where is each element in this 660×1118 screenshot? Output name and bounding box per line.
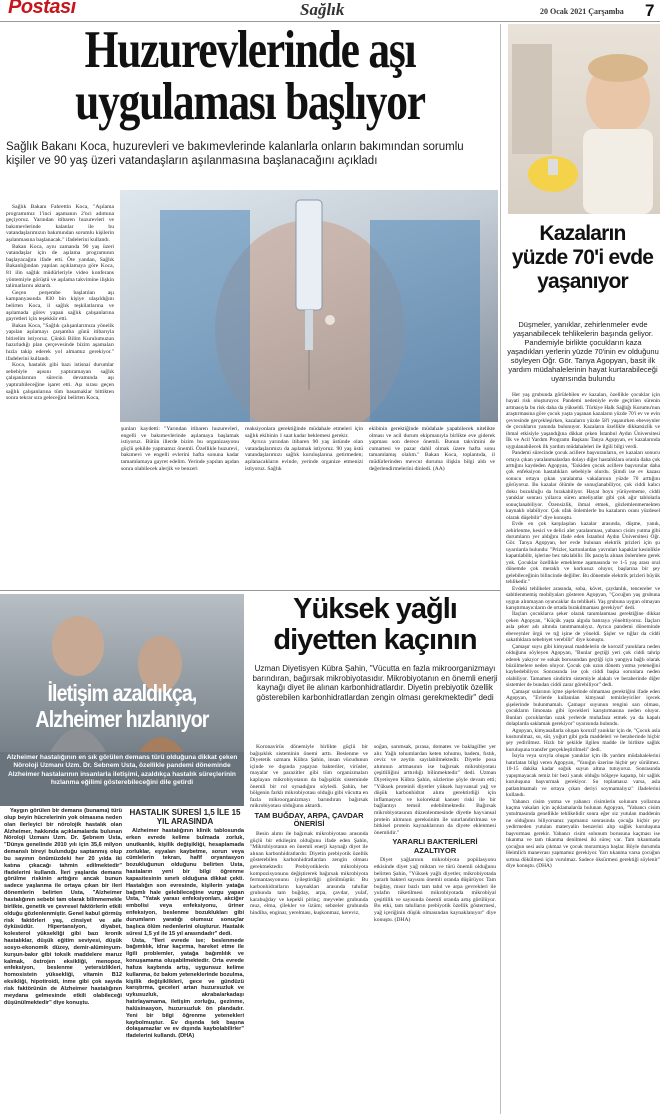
- right-paragraph: Evde en çok karşılaşılan kazalar arasında, düşme, yanık, zehirlenme, kesici ve delici alet yaralanması, yabancı cisim yutma gibi durumların yer aldığını ifade eden İstanbul Aydın Üniversitesi Öğr. Gör. Tanya Agopyan, her evde bulunan elektrik prizleri için şu uyarılarda bulundu: "Prizler, kartonlardan yavruları kapaklar kesinlikle kapatılabilir, işlerine bez takılabilir. İlk parayla alınan önlemlere gerek yok. Çocuklar özellikle emekleme aşamasında ve 1-5 yaş arası oral dönemde çok meraklı ve korkusuz oluyor, başlarına bir şey gelebileceğinin bilincinde değiller. Bu dönemde elektrik prizleri büyük tehlikedir.": [506, 521, 660, 586]
- dementia-subhead: HASTALIK SÜRESİ 1,5 İLE 15 YIL ARASINDA: [129, 808, 241, 826]
- column-divider: [500, 24, 501, 1114]
- lead-paragraph: şunları kaydetti: "Yarından itibaren huzurevleri, engelli ve bakımevlerinde aşılamaya başlamak istiyoruz. Bütün illerde bizim bu organizasyonu güçlü şekilde yapmamız önemli. Özellikle huzurevi, bakımevi ve engelli evlerini hafta sonuna kadar tamamlamaya gayret edelim. Yerinde yapılan aşıdan sonra olabilecek alerjik ve benzeri: [121, 426, 239, 472]
- right-paragraph: Pandemi sürecinde çocuk acillere başvuranların, ev kazaları sonucu ortaya çıkan yaralanmalardan dolayı diğer hastalıklara oranla daha çok arttığını kaydeden Agopyan, "Eskiden çocuk acillere başvurular daha çok enfeksiyon hastalıkları sebebiyle olurdu. Şimdi ise ev kazası sonucu ortaya çıkan yaralanma vakalarının yüzde 70 arttığını görüyoruz. Bu kazalar ölümle de sonuçlanabiliyor, çok ciddi kalıcı doku bozukluğu da bırakabiliyor. Hayat boyu yürüyememe, ciddi yanıklar sonrası yıllarca süren ameliyatlar gibi çok ağır tablolarla sonuçlanabiliyor. Özensizlik, ihmal etmek, gözlemlenmemekten kaynaklı olabiliyor. Çok ufak önlemlerle bu kazaların oranı yüzdesel olarak düşebilir" diye konuştu.: [506, 450, 660, 521]
- diet-subhead-1: TAM BUĞDAY, ARPA, ÇAVDAR ÖNERİSİ: [254, 810, 364, 829]
- lead-paragraph: Bakan Koca, aynı zamanda 90 yaş üzeri vatandaşlar için de aşılama programının başlayacağını ifade etti. Öte yandan, Sağlık Bakanlığından yapılan açıklamaya göre Koca, 81 ilin sağlık müdürleriyle video konferans yöntemiyle görüştü ve aşılama takvimine ilişkin talimatlarını aktardı.: [6, 243, 114, 290]
- right-headline-line-2: yüzde 70'i evde: [511, 246, 654, 269]
- lead-paragraph: reaksiyonlara gerektiğinde müdahale etmeleri için sağlık ekibinin 1 saat kadar beklemesi gerekir.: [245, 426, 363, 439]
- dementia-column-2: [126, 808, 244, 1116]
- diet-headline-line-2: diyetten kaçının: [273, 624, 477, 656]
- vaccine-photo: [120, 190, 498, 422]
- diet-column-2: [374, 744, 496, 1116]
- page-number: 7: [645, 1, 655, 20]
- section-title: Sağlık: [300, 0, 345, 19]
- lead-column-1: [6, 204, 114, 584]
- dementia-deck-box: [0, 752, 244, 806]
- masthead: [0, 0, 660, 22]
- dementia-paragraph: Usta, "İleri evrede ise; beslenmede bağımlılık, idrar kaçırma, hareket etme ile ilgili problemler, yatağa bağımlılık ve konuşamama oluşabilmektedir. Orta evrede hafıza kaybında artış, uygunsuz kelime kullanma, öz bakım yeteneklerinde bozulma, kişilik değişiklikleri, gece ve gündüzü karıştırma, geceleri artan huzursuzluk ve uykusuzluk, akraba/arkadaşı hatırlayamama, iletişim zorluğu, gezinme, halüsinasyon, huzursuzluk ön plandadır. Yeni bir bilgi öğrenme yetenekleri kaybolmuştur. Ev dışında tek başına dolaşamazlar ve ev dışında kaybolabilirler" ifadelerini kullandı. (DHA): [126, 937, 244, 1040]
- logo: [2, 0, 120, 21]
- right-paragraph: İsıyla veya sıvıyla oluşan yanıklar için ilk yardım müdahalelerini hatırlatan bilgi veren Agopyan, "Yanığın üzerine hiçbir şey sürülmez. 10-15 dakika kadar soğuk suyun altına tutuyoruz. Sonrasında yapışmayacak temiz bir bezi yanık olduğu bölgeye kapatıp, bir sağlık kuruluşuna başvurmak gerekiyor. Su toplamasız varsa, asla patlatılmamalı ve ortaya çıkan deriyi soymamalıyız" ifadelerini kullandı.: [506, 753, 660, 799]
- lead-paragraph: ekibinin gerektiğinde müdahale yapabilecek nitelikte olması ve acil durum ekipmanıyla birlikte eve giderek yapması son derece önemli. Bunun takvimini de cumartesi ve pazar dahil olmak üzere hafta sonu tamamlamış olalım." Bakan Koca, toplantıda, il müdürlerinden mevcut duruma ilişkin bilgi aldı ve değerlendirmelerini dinledi. (AA): [369, 426, 495, 472]
- baby-photo: [508, 24, 660, 214]
- dementia-column-1: [4, 808, 122, 1116]
- diet-column-1: [250, 744, 368, 1116]
- diet-paragraph: Diyet yağlarının mikrobiyota popülasyonu etkisinde diyet yağ miktarı ve türü önemli olduğunu belirten Şahin, "Yüksek yağlı diyetler, mikrobiyotada yararlı bakteri sayısını önemli oranda düşürüyor. Tam buğday, mısır bazlı tam tahıl ve arpa gevrekleri ile yulafın tüketilmesi mikrobiyotada mikrobiyal çeşitlilik ve sayısında önemli oranda artış görülüyor. Bu etki, tam tahılların prebiyotik özellik göstermesi, yağ içeriğinin düşük olmasından kaynaklanıyor" diye konuştu. (DHA): [374, 857, 496, 923]
- lead-paragraph: Sağlık Bakanı Fahrettin Koca, "Aşılama programımız 1'inci aşamanın 2'nci adımına geçiyoruz. Yarından itibaren huzurevleri ve bakımevlerinde kalanlar ile bu vatandaşlarımızın bakımından sorumlu kişilerin aşılanmasına başlanacak." ifadelerini kullandı.: [6, 204, 114, 243]
- diet-paragraph: Koronavirüs dönemiyle birlikte güçlü bir bağışıklık sisteminin önemi arttı. Beslenme ve Diyetetik uzmanı Kübra Şahin, insan vücudunun içinde ve dışında yaşayan bakteriler, virüsler, mayalar ve parazitler gibi tüm organizmaları kaplayan mikrobiyotanın da bağışıklık sisteminde önemli bir rol oynadığını söyledi. Şahin, her bölgenin farklı mikrobiyotası olduğu gibi vücutta en fazla mikroorganizmayı barındıran bağırsak mikrobiyotası olduğunu aktardı.: [250, 744, 368, 810]
- lead-column-3: [245, 426, 363, 586]
- lead-headline-line-1: Huzurevlerinde aşı: [84, 24, 416, 79]
- issue-date: 20 Ocak 2021 Çarşamba: [540, 7, 624, 16]
- right-headline-line-3: yaşanıyor: [537, 270, 628, 293]
- baby-illustration: [508, 24, 660, 214]
- dementia-deck: Alzheimer hastalığının en sık görülen demans türü olduğuna dikkat çeken Nöroloji Uzmanı Uzm. Dr. Sebnem Usta, özellikle pandemi döneminde Alzheimer hastalarının insanlarla iletişimi, azaldıkça hastalık süreçlerinin hızlanma eğilimi gösterebileceğini dile getirdi: [6, 754, 238, 787]
- diet-paragraph: soğan, sarımsak, pırasa, domates ve baklagiller yer alır. Yağlı tohumlardan keten tohumu, badem, fıstık, ceviz ve zeytin sayılabilmektedir. Diyetle posa alımının artmasının ise bağırsak mikrobiyotası çeşitliliğini arttırdığı bilinmektedir" dedi. Uzman Diyetisyen Kübra Şahin, sözlerine şöyle devam etti; "Yüksek proteinli diyetler yüksek hayvansal yağ ve düşük karbonhidrat alımı gerektirdiği için inflamasyon ve kolorektal kanser riski ile bir bağlantıyı temsil edebilmektedir. Bağırsak mikrobiyotasının düzenlenmesinde diyetle hayvansal protein alımının gereksinim ile sınırlandırılması ve bitkisel protein kaynaklarının da diyete eklenmesi önemlidir.": [374, 744, 496, 836]
- dementia-headline: [0, 680, 244, 756]
- lead-column-2: [121, 426, 239, 586]
- diet-deck: Uzman Diyetisyen Kübra Şahin, "Vücutta en fazla mikroorganizmayı barındıran, bağırsak mikrobiyotasıdır. Mikrobiyotanın en önemli enerji kaynağı diyet ile alınan karbonhidratlardır. Diyetin prebiyotik özellik gösterebilen karbonhidratlardan zengin olması gerekmektedir" dedi: [252, 664, 498, 702]
- dementia-paragraph: Yaygın görülen bir demans (bunama) türü olup beyin hücrelerinin yok olmasına neden olan ilerleyici bir nörolojik hastalık olan Alzheimer, hakkında açıklamalarda bulunan Nöroloji Uzmanı Uzm. Dr. Şebnem Usta, "Dünya genelinde 2010 yılı için 35,6 milyon demanslı bireyi bulunduğu saptanmış olup bu sayının önümüzdeki her 20 yılda iki katına çıkacağı tahmin edilmektedir" ifadelerini kullandı. İleri yaşlarda demans görülme riskinin arttığını ancak bunun sadece yaşlanma ile ortaya çıkan bir ileri dönemlerin belirten Usta, "Alzheimer hastalığının sebebi tam olarak bilinmemekle birlikte, genetik ve çevresel faktörlerin etkili olduğu gözlenlenmiştir. Genel kabul görmüş risk faktörleri yaş, cinsiyet ve aile öyküsüdür. Hipertansiyon, diyabet, kolesterol yüksekliği gibi bazı kronik hastalıklar, düşük eğitim seviyesi, düşük sosyo-ekonomik düzey, demir-alüminyum-kurşun-bakır gibi toksik maddelere maruz kalmak, östrojen eksikliği, menopoz, enfeksiyon, beslenme yetersizlikleri, homosistein yüksekliği, vitamin B12 eksikliği, hipotiroidi, inme gibi çok sayıda risk faktörünün de Alzheimer hastalığının meydana gelmesinde etkili olabileceği düşünülmektedir" diye konuştu.: [4, 808, 122, 1006]
- vaccine-illustration: [120, 190, 498, 422]
- section-divider: [0, 590, 500, 591]
- right-body: [506, 392, 660, 1116]
- diet-headline-line-1: Yüksek yağlı: [293, 594, 457, 625]
- right-paragraph: Yabancı cisim yutma ve yabancı cisimlerin solunum yollarına kaçma vakaları için açıklamalarda bulunan Agopyan, "Yabancı cisim yutulmasında genellikle tehlikelidir sonra eğer siz yutulan maddenin ne olduğunu biliyorsanız yapmanız sonrasında çocuğa hiçbir şey yedirmeden yutulan materyalin benzerini alıp sağlık kuruluşuna başvurması gerekir. Yabancı cisim solunum borusuna kaçması ise tıkanma ve tam tıkanma denilmesi iki süreç var. Tam tıkanmada çocuğun sesi asla çıkmaz ve çocuk morarmaya başlar. Böyle durumda Heimlich manevrası yapmamız gerekiyor. Yarı tıkanma varsa çocuğun sırtına dökülmesi için vurulmaz. Sadece öksürmesi gerektiği söylenir" diye konuştu. (DHA): [506, 798, 660, 870]
- right-headline: [505, 222, 660, 318]
- right-paragraph: Agopyan, kimyasallarla oluşan korozif yanıklar için de, "Çocuk asla kusturulmaz, su, süt, yoğurt gibi gıda maddeleri ve beraberinde hiçbir şey yedirilmez. Hızlı bir şekilde ilgilen madde ile birlikte sağlık kuruluşuna transfer gerçekleştirilmeli" dedi.: [506, 727, 660, 753]
- right-paragraph: Çamaşır suyu gibi kimyasal maddelerin de korozif yanıklara neden olduğunu söyleyen Agopyan, "Bunlar geçtiği yeri çok ciddi tahrip ederek yakıyor ve sokak borusundan geçtiği için yangıya bağlı olarak büzülmelere neden oluyor. Çocuk çok uzun dönem yutma yeteneğini kaybedebiliyor. Sonrasında ise çok ciddi başka sorunlara neden olabiliyor. Tamamen sindirim sistemiyle alakalı ve beraberinde diğer sistemler de bundan ciddi zarar görebiliyor" dedi.: [506, 643, 660, 689]
- right-headline-line-1: Kazaların: [539, 222, 626, 245]
- lead-paragraph: Koca, hastalık gibi bazı istisnai durumlar sebebiyle aşısını yaptıramayan sağlık çalışanlarının sürecin devamında aşı yaptırabileceğine işaret etti. Aşı sırası geçen sağlık çalışanlarına tüm basamaklar bittikten sonra tekrar sıra geleceğini belirten Koca,: [6, 362, 114, 402]
- right-paragraph: Evdeki tehlikeler arasında, soba, követ, çaydanlık, tencereler ve sabitlenmemiş mobilyaları gösteren Agopyan, "Çocuğun yaş grubuna uygun alınmayan oyuncaklar da tehlikeli. Yaş grubuna uygun olmayan karıştırmayıcıların de ortada bırakılmaması gerekiyor" dedi.: [506, 585, 660, 611]
- right-paragraph: İlaçları çocuklarca şeker olarak tanımlanması gerektiğine dikkat çeken Agopyan, "Küçük yaşta algıda batıraya yönelttiyoruz. İlaçları asla şeker adı altında tanıtmamalıyız. Ayrıca pandemi döneminde ebeveynler örgü ve tığ işine de yöneldi. Şişler ve tığlar da ciddi sakatlıklara sebebiyet verebilir" diye konuştu.: [506, 611, 660, 644]
- diet-headline: [250, 594, 500, 660]
- logo-text: Postası: [8, 0, 76, 18]
- lead-deck: Sağlık Bakanı Koca, huzurevleri ve bakımevlerinde kalanlarla onların bakımından sorumlu kişiler ve 90 yaş üzeri vatandaşların aşılanmasına başlanacağını açıkladı: [6, 141, 464, 167]
- diet-paragraph: Besin alımı ile bağırsak mikrobiyotası arasında güçlü bir etkileşim olduğunu ifade eden Şahin, "Mikrobiyotanın en önemli enerji kaynağı diyet ile alınan karbonhidratlardır. Diyetin prebiyotik özellik gösterebilen karbonhidratlardan zengin olması gerekmektedir. Prebiyotiklerin mikrobiyota kompozisyonunu değiştirerek bağırsak mikrobiyota fermantasyonunu iyileştirdiği görülmüştür. Bu karbonhidratların kaynakları arasında tahıllar grubunda tam buğday, arpa, çavdar, yulaf, karabuğday ve kepekli pirinç; meyveler grubunda muz, elma, çilekler ve üzüm; sebzeler grubunda hindiba, enginar, yerelması, kuşkonmaz, kereviz,: [250, 830, 368, 917]
- lead-headline-line-2: uygulaması başlıyor: [75, 73, 425, 131]
- lead-paragraph: Geçen perşembe başlatılan aşı kampanyasında 830 bin kişiye ulaşıldığını belirten Koca, il sağlık teşkilatlarına ve aşılamada görev yapan sağlık çalışanlarına gayretleri için teşekkür etti.: [6, 289, 114, 323]
- diet-subhead-2: YARARLI BAKTERİLERİ AZALTIYOR: [392, 837, 478, 855]
- lead-column-4: [369, 426, 495, 586]
- right-deck: Düşmeler, yanıklar, zehirlenmeler evde yaşanabilecek tehlikelerin başında geliyor. Pandemiyle birlikte çocukların kaza yaşadıkları yerlerin yüzde 70'inin ev olduğunu söyleyen Öğr. Gör. Tanya Agopyan, basit ilk yardım müdahalelerinin hayat kurtarabileceği uyarısında bulundu: [507, 320, 659, 383]
- lead-paragraph: Ayrıca yarından itibaren 90 yaş üstünde olan vatandaşlarımızı da aşılamak istiyoruz. 90 yaş üstü vatandaşlarımızı sağlık kuruluşlarına getirmeden; aşılanacakların evinde, yerinde organize etmenizi istiyoruz. Sağlık: [245, 439, 363, 472]
- dementia-paragraph: Alzheimer hastalığının klinik tablosunda erken evrede kelime bulmada zorluk, unutkanlık, kişilik değişikliği, hesaplamada zorluklar, eşyaları kaybetme, sorun veya cümlelerin tekrarı, hafif oryantasyon bozukluğunun olduğunu belirten Usta, hastaların yeni bir bilgi öğrenme kapasitesinin sınırlı olduğuna dikkat çekti. Hastalığın son evresinde, kişilerin yatağa bağımlı hale gelebileceğine vurgu yapan Usta, "Yatak yarası enfeksiyonları, akciğer embolisi veya enfeksiyonu, üriner enfeksiyon, beslenme bozuklukları gibi durumların yaratığı olumsuz sonuçlar başlıca ölüm nedenlerini oluşturur. Hastalık süresi 1,5 yıl ile 15 yıl arasındadır" dedi.: [126, 828, 244, 937]
- right-paragraph: Çamaşır sularının içme şişelerinde olmaması gerektiğini ifade eden Agopyan, "Evlerde kullanılan kimyasal temizleyiciler içecek şişelerinde bulunmamalı. Çamaşır suyunun rengini sarı olması, çocukların limonata gibi içecekleri karıştırmasına neden oluyor. Bunları çocuklardan uzak yerlerde muhafaza etmek ya da kapalı dolaplarda saklamak gerekiyor" uyarısında bulundu.: [506, 688, 660, 728]
- right-paragraph: Her yaş grubunda görülebilen ev kazaları, özellikle çocuklar için hayati risk oluşturuyor. Pandemi nedeniyle evde geçirilen sürenin artmasıyla bu risk daha da yükseldi. Türkiye Halk Sağlığı Kurumu'nun araştırmasına göre çocuk yaşta yaşanan kazaların yüzde 70'i ev ve evin çevresinde gerçekleşirken, kazaların yüzde 58'i yaşanırken ebeveynler de çocukların yanında bulunuyor. Kazaların özellikle dikkatsizlik ve ihmal etkisiyle yaşandığına dikkat çeken İstanbul Aydın Üniversitesi İlk ve Acil Yardım Programı Başkanı Tanya Agopyan, ev kazalarında uygulanabilecek ilk yardım müdahaleleri ile ilgili bilgi verdi.: [506, 392, 660, 450]
- lead-paragraph: Bakan Koca, "Sağlık çalışanlarımıza yönelik yapılan aşılamayı çarşamba günü itibarıyla bitirelim istiyoruz. Çünkü Bilim Kurulumuzun hazırladığı plan çerçevesinde bizim aşamaları hızla takip ederek yol almamız gerekiyor." ifadelerini kullandı.: [6, 322, 114, 362]
- dementia-headline-line-2: Alzheimer hızlanıyor: [35, 706, 209, 732]
- lead-headline: [4, 24, 496, 134]
- dementia-headline-line-1: İletişim azaldıkça,: [47, 680, 197, 706]
